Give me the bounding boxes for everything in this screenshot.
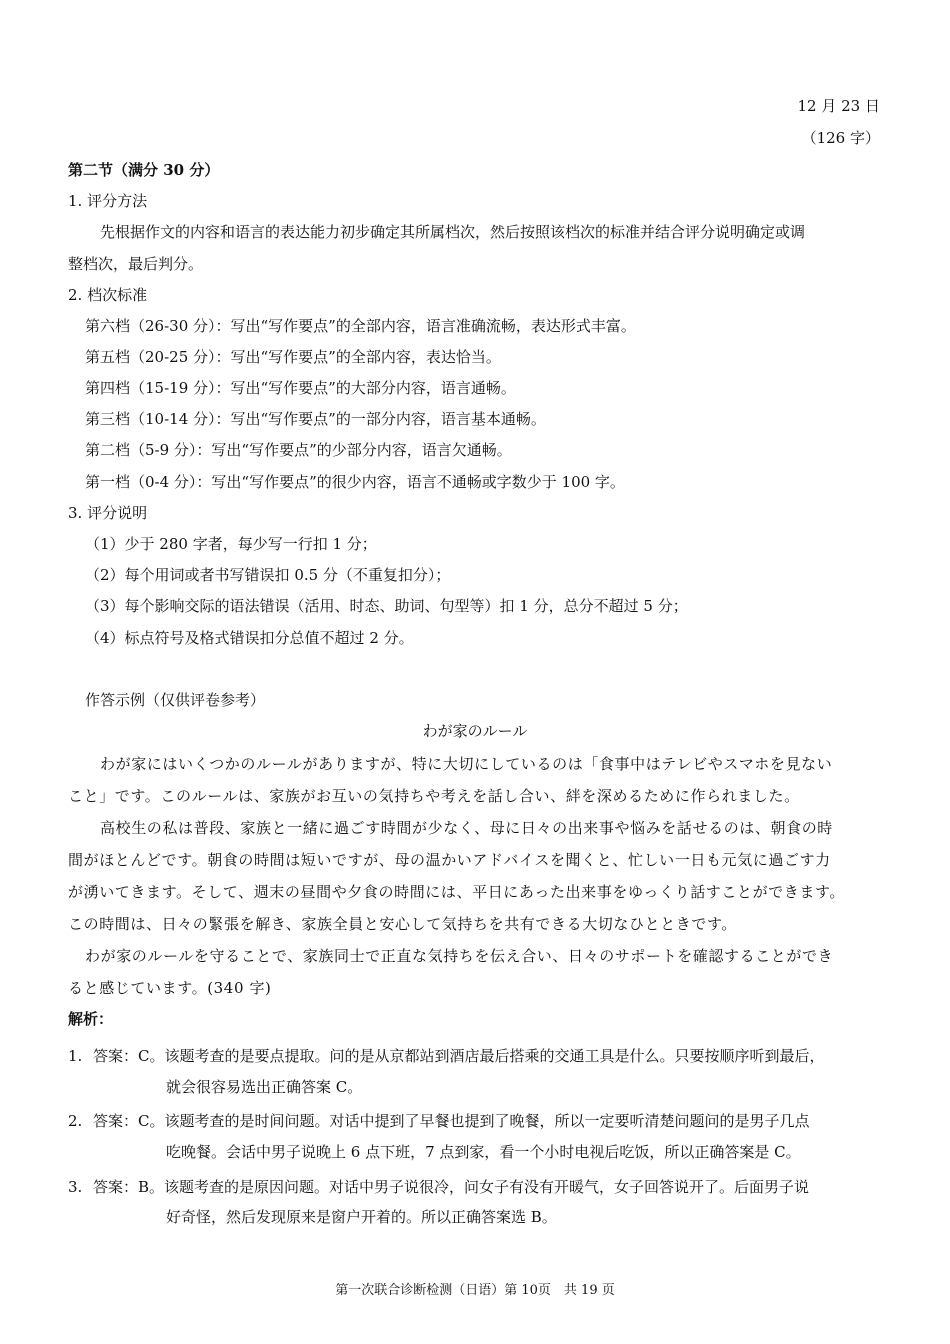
analysis-item-line-2: 就会很容易选出正确答案 C。 xyxy=(166,1078,363,1096)
note-item: （4）标点符号及格式错误扣分总值不超过 2 分。 xyxy=(85,629,414,647)
example-line: 高校生の私は普段、家族と一緒に過ごす時間が少なく、母に日々の出来事や悩みを話せるのは、朝食の時 xyxy=(100,819,833,837)
analysis-item-number: 2. xyxy=(68,1112,83,1130)
grade-item: 第四档（15-19 分）：写出“写作要点”的大部分内容，语言通畅。 xyxy=(85,379,516,397)
analysis-item-line-1: 答案：C。该题考查的是时间问题。对话中提到了早餐也提到了晚餐，所以一定要听清楚问题问的是男子几点 xyxy=(93,1112,810,1130)
essay-date: 12 月 23 日 xyxy=(797,97,880,115)
analysis-item-number: 3. xyxy=(68,1178,83,1196)
grade-item: 第一档（0-4 分）：写出“写作要点”的很少内容，语言不通畅或字数少于 100 字。 xyxy=(85,473,625,491)
example-line: この時間は、日々の緊張を解き、家族全員と安心して気持ちを共有できる大切なひとときです。 xyxy=(68,915,738,933)
example-line: が湧いてきます。そして、週末の昼間や夕食の時間には、平日にあった出来事をゆっくり話すことができます。 xyxy=(68,883,846,901)
page-footer: 第一次联合诊断检测（日语）第 10页 共 19 页 xyxy=(335,1283,615,1298)
grade-item: 第六档（26-30 分）：写出“写作要点”的全部内容，语言准确流畅，表达形式丰富。 xyxy=(85,317,636,335)
grade-item: 第三档（10-14 分）：写出“写作要点”的一部分内容，语言基本通畅。 xyxy=(85,410,546,428)
example-label: 作答示例（仅供评卷参考） xyxy=(85,691,266,709)
analysis-item-line-1: 答案：B。该题考查的是原因问题。对话中男子说很冷，问女子有没有开暖气，女子回答说开了。后面男子说 xyxy=(93,1178,810,1196)
method-heading: 1. 评分方法 xyxy=(68,192,148,210)
analysis-item-line-2: 吃晚餐。会话中男子说晚上 6 点下班，7 点到家，看一个小时电视后吃饭，所以正确答案是 C。 xyxy=(166,1143,801,1161)
grade-item: 第五档（20-25 分）：写出“写作要点”的全部内容，表达恰当。 xyxy=(85,348,501,366)
example-title: わが家のルール xyxy=(422,722,528,740)
analysis-item-line-2: 好奇怪，然后发现原来是窗户开着的。所以正确答案选 B。 xyxy=(166,1208,557,1226)
example-line: わが家のルールを守ることで、家族同士で正直な気持ちを伝え合い、日々のサポートを確認することができ xyxy=(85,947,834,965)
notes-heading: 3. 评分说明 xyxy=(68,504,148,522)
example-line: わが家にはいくつかのルールがありますが、特に大切にしているのは「食事中はテレビやスマホを見ない xyxy=(100,755,833,773)
note-item: （1）少于 280 字者，每少写一行扣 1 分； xyxy=(85,535,377,553)
example-line: ると感じています。(340 字) xyxy=(68,979,272,997)
method-text-line-1: 先根据作文的内容和语言的表达能力初步确定其所属档次，然后按照该档次的标准并结合评分说明确定或调 xyxy=(100,223,806,241)
example-line: 間がほとんどです。朝食の時間は短いですが、母の温かいアドバイスを聞くと、忙しい一日も元気に過ごす力 xyxy=(68,851,831,869)
analysis-item-line-1: 答案：C。该题考查的是要点提取。问的是从京都站到酒店最后搭乘的交通工具是什么。只要按顺序听到最后， xyxy=(93,1047,825,1065)
note-item: （3）每个影响交际的语法错误（活用、时态、助词、句型等）扣 1 分，总分不超过 5 分； xyxy=(85,597,688,615)
note-item: （2）每个用词或者书写错误扣 0.5 分（不重复扣分）； xyxy=(85,566,451,584)
example-line: こと」です。このルールは、家族がお互いの気持ちや考えを話し合い、絆を深めるために作られました。 xyxy=(68,787,800,805)
section-title: 第二节（满分 30 分） xyxy=(68,161,220,179)
analysis-heading: 解析： xyxy=(68,1010,114,1028)
method-text-line-2: 整档次，最后判分。 xyxy=(68,255,204,273)
analysis-item-number: 1. xyxy=(68,1047,83,1065)
grade-item: 第二档（5-9 分）：写出“写作要点”的少部分内容，语言欠通畅。 xyxy=(85,441,512,459)
essay-char-count: （126 字） xyxy=(801,129,880,147)
grade-heading: 2. 档次标准 xyxy=(68,286,148,304)
